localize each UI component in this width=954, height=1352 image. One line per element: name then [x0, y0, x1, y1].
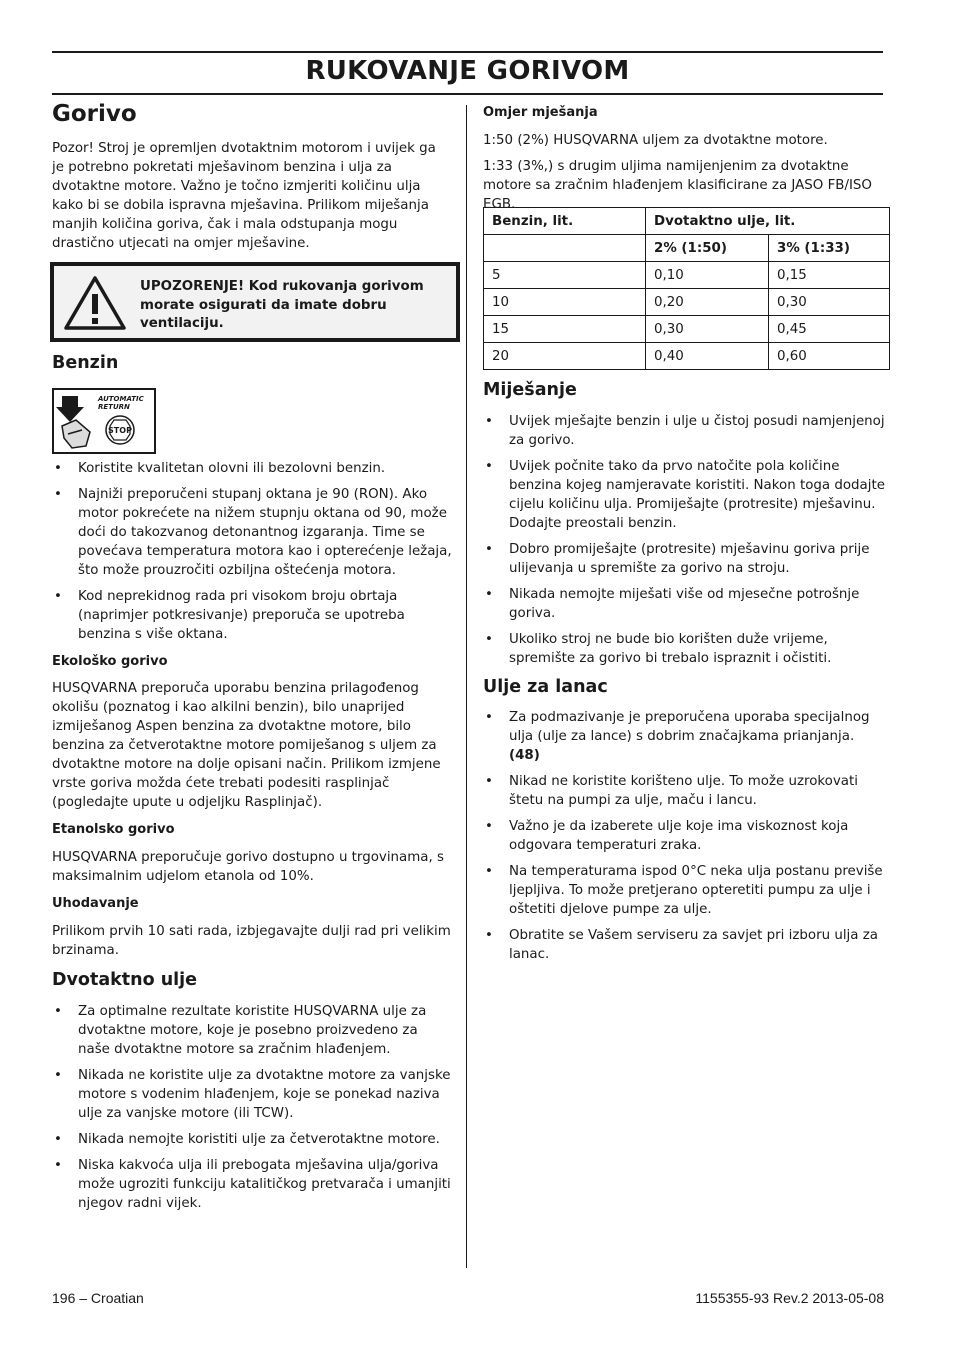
table-header-cell: Benzin, lit.	[484, 208, 646, 235]
list-item: • Niska kakvoća ulja ili prebogata mješavina ulja/goriva može ugroziti funkciju katalitičkog pretvarača i umanjiti njegov radni vijek.	[52, 1156, 452, 1213]
page-title: RUKOVANJE GORIVOM	[305, 56, 630, 86]
ulje-list	[483, 708, 888, 971]
list-item: • Kod neprekidnog rada pri visokom broju obrtaja (naprimjer potkresivanje) preporuča se upotreba benzina s više oktana.	[52, 587, 452, 644]
table-header-row	[484, 208, 890, 235]
omjer-line-2: 1:33 (3%,) s drugim uljima namijenjenim za dvotaktne motore sa zračnim hlađenjem klasificirane za JASO FB/ISO EGB.	[483, 159, 872, 212]
etanolsko-text: HUSQVARNA preporučuje gorivo dostupno u trgovinama, s maksimalnim udjelom etanola od 10%.	[52, 850, 444, 884]
list-item: • Nikada nemojte miješati više od mjesečne potrošnje goriva.	[483, 585, 888, 623]
list-item: • Nikad ne koristite korišteno ulje. To može uzrokovati štetu na pumpi za ulje, maču i lancu.	[483, 772, 888, 810]
ulje-heading: Ulje za lanac	[483, 677, 608, 697]
list-item: • Uvijek počnite tako da prvo natočite pola količine benzina kojeg namjeravate koristiti. Nakon toga dodajte cijelu količinu ulja. Promiješajte (protresite) mješavinu. Dodajte preostali benzin.	[483, 457, 888, 533]
list-item: • Nikada nemojte koristiti ulje za četverotaktne motore.	[52, 1130, 452, 1149]
table-cell: 0,10	[646, 262, 769, 289]
table-cell: 15	[484, 316, 646, 343]
mjesanje-list	[483, 412, 888, 675]
list-item: • Za optimalne rezultate koristite HUSQVARNA ulje za dvotaktne motore, koje je posebno proizvedeno za naše dvotaktne motore sa zračnim hlađenjem.	[52, 1002, 452, 1059]
table-header-cell: 2% (1:50)	[646, 235, 769, 262]
table-subheader-row	[484, 235, 890, 262]
header-top-rule	[52, 51, 883, 53]
warning-text: UPOZORENJE! Kod rukovanja gorivom morate osigurati da imate dobru ventilaciju.	[140, 279, 424, 331]
list-item: • Koristite kvalitetan olovni ili bezolovni benzin.	[52, 459, 452, 478]
ulje-item-text: Za podmazivanje je preporučena uporaba specijalnog ulja (ulje za lance) s dobrim značajkama prianjanja.	[509, 710, 870, 744]
uhodavanje-heading: Uhodavanje	[52, 896, 139, 911]
gorivo-intro: Pozor! Stroj je opremljen dvotaktnim motorom i uvijek ga je potrebno pokretati mješavinom benzina i ulja za dvotaktne motore. Važno je točno izmjeriti količinu ulja kako bi se dobila ispravna mješavina. Prilikom miješanja manjih količina goriva, čak i mala odstupanja mogu drastično utjecati na omjer mješavine.	[52, 141, 436, 251]
list-item: • Na temperaturama ispod 0°C neka ulja postanu previše ljepljiva. To može pretjerano opteretiti pumpu za ulje i oštetiti djelove pumpe za ulje.	[483, 862, 888, 919]
table-row	[484, 343, 890, 370]
ekolosko-text: HUSQVARNA preporuča uporabu benzina prilagođenog okolišu (poznatog i kao alkilni benzin), bilo unaprijed izmiješanog Aspen benzina za dvotaktne motore, bilo benzina za četverotaktne motore pomiješanog s uljem za dvotaktne motore na dolje opisani način. Prilikom izmjene vrste goriva možda ćete trebati podesiti rasplinjač (pogledajte upute u odjeljku Rasplinjač).	[52, 681, 441, 810]
table-header-cell: Dvotaktno ulje, lit.	[646, 208, 890, 235]
list-item: • Obratite se Vašem serviseru za savjet pri izboru ulja za lanac.	[483, 926, 888, 964]
list-item: • Najniži preporučeni stupanj oktana je 90 (RON). Ako motor pokrećete na nižem stupnju oktana od 90, može doći do takozvanog detonantnog izgaranja. Time se povećava temperatura motora kao i opterećenje ležaja, što može prouzročiti ozbiljna oštećenja motora.	[52, 485, 452, 580]
warning-triangle-icon	[63, 274, 127, 336]
benzin-heading: Benzin	[52, 353, 119, 373]
etanolsko-heading: Etanolsko gorivo	[52, 822, 175, 837]
list-item	[483, 708, 888, 765]
table-cell	[484, 235, 646, 262]
ekolosko-heading: Ekološko gorivo	[52, 654, 168, 669]
table-cell: 0,30	[769, 289, 890, 316]
dvotaktno-heading: Dvotaktno ulje	[52, 970, 198, 990]
header-bottom-rule	[52, 93, 883, 95]
gorivo-heading: Gorivo	[52, 101, 137, 127]
table-cell: 5	[484, 262, 646, 289]
table-row	[484, 289, 890, 316]
list-item: • Nikada ne koristite ulje za dvotaktne motore za vanjske motore s vodenim hlađenjem, koje se ponekad naziva ulje za vanjske motore (ili TCW).	[52, 1066, 452, 1123]
omjer-heading: Omjer mješanja	[483, 105, 598, 120]
footer-page-number: 196 – Croatian	[52, 1290, 144, 1306]
svg-text:AUTOMATIC: AUTOMATIC	[98, 395, 144, 403]
list-item: • Ukoliko stroj ne bude bio korišten duže vrijeme, spremište za gorivo bi trebalo ispraznit i očistiti.	[483, 630, 888, 668]
table-cell: 0,20	[646, 289, 769, 316]
uhodavanje-text: Prilikom prvih 10 sati rada, izbjegavajte dulji rad pri velikim brzinama.	[52, 924, 451, 958]
benzin-list	[52, 459, 452, 651]
table-cell: 0,40	[646, 343, 769, 370]
table-cell: 10	[484, 289, 646, 316]
list-item: • Dobro promiješajte (protresite) mješavinu goriva prije ulijevanja u spremište za gorivo na stroju.	[483, 540, 888, 578]
table-row	[484, 262, 890, 289]
dvotaktno-list	[52, 1002, 452, 1220]
table-cell: 0,15	[769, 262, 890, 289]
svg-text:STOP: STOP	[108, 426, 132, 435]
omjer-line-1: 1:50 (2%) HUSQVARNA uljem za dvotaktne motore.	[483, 133, 828, 148]
table-cell: 0,60	[769, 343, 890, 370]
warning-box	[50, 262, 460, 342]
mix-ratio-table	[483, 207, 890, 370]
footer-doc-id: 1155355-93 Rev.2 2013-05-08	[695, 1290, 884, 1306]
list-item: • Važno je da izaberete ulje koje ima viskoznost koja odgovara temperaturi zraka.	[483, 817, 888, 855]
table-cell: 20	[484, 343, 646, 370]
table-cell: 0,30	[646, 316, 769, 343]
table-row	[484, 316, 890, 343]
figure-reference: (48)	[509, 748, 540, 763]
mjesanje-heading: Miješanje	[483, 380, 577, 400]
svg-text:RETURN: RETURN	[98, 403, 130, 411]
table-cell: 0,45	[769, 316, 890, 343]
table-header-cell: 3% (1:33)	[769, 235, 890, 262]
list-item: • Uvijek mješajte benzin i ulje u čistoj posudi namjenjenoj za gorivo.	[483, 412, 888, 450]
fuel-nozzle-icon	[52, 388, 156, 454]
column-divider	[466, 105, 467, 1268]
